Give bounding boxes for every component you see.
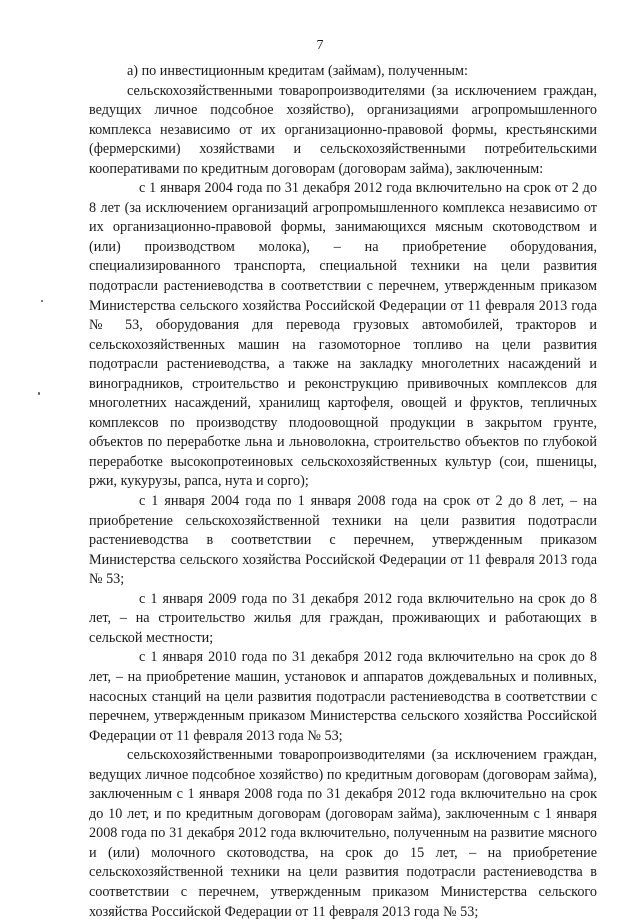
paragraph-2004-2012: с 1 января 2004 года по 31 декабря 2012 года включительно на срок от 2 до 8 лет (за исключением организаций агропромышленного комплекса независимо от их организационно-правовой формы, занимающихся мясным скотоводством и (или) производством молока), – на приобретение оборудования, специализированного транспорта, специальной техники на цели развития подотрасли растениеводства в соответствии с перечнем, утвержденным приказом Министерства сельского хозяйства Российской Федерации от 11 февраля 2013 года № 53, оборудования для перевода грузовых автомобилей, тракторов и сельскохозяйственных машин на газомоторное топливо на цели развития подотрасли растениеводства, а также на закладку многолетних насаждений и виноградников, строительство и реконструкцию прививочных комплексов для многолетних насаждений, хранилищ картофеля, овощей и фруктов, тепличных комплексов по производству плодоовощной продукции в закрытом грунте, объектов по переработке льна и льноволокна, строительство объектов по глубокой переработке высокопротеиновых сельскохозяйственных культур (сои, пшеницы, ржи, кукурузы, рапса, нута и сорго); <box>89 180 597 490</box>
paragraph-producers: сельскохозяйственными товаропроизводителями (за исключением граждан, ведущих личное подсобное хозяйство), организациями агропромышленного комплекса независимо от их организационно-правовой формы, крестьянскими (фермерскими) хозяйствами и сельскохозяйственными потребительскими кооперативами по кредитным договорам (договорам займа), заключенным: <box>89 82 597 177</box>
scan-speck <box>41 300 43 302</box>
paragraph-producers-2008: сельскохозяйственными товаропроизводителями (за исключением граждан, ведущих личное подсобное хозяйство) по кредитным договорам (договорам займа), заключенным с 1 января 2008 года по 31 декабря 2012 года включительно на срок до 10 лет, и по кредитным договорам (договорам займа), заключенным с 1 января 2008 года по 31 декабря 2012 года включительно, полученным на развитие мясного и (или) молочного скотоводства, на срок до 15 лет, – на приобретение сельскохозяйственной техники на цели развития подотрасли растениеводства в соответствии с перечнем, утвержденным приказом Министерства сельского хозяйства Российской Федерации от 11 февраля 2013 года № 53; <box>89 747 597 920</box>
paragraph-a-heading: а) по инвестиционным кредитам (займам), полученным: <box>127 63 468 79</box>
paragraph-2009-2012: с 1 января 2009 года по 31 декабря 2012 года включительно на срок до 8 лет, – на строительство жилья для граждан, проживающих и работающих в сельской местности; <box>89 590 597 646</box>
document-body <box>89 62 597 922</box>
scan-speck <box>38 392 40 395</box>
paragraph-2010-2012: с 1 января 2010 года по 31 декабря 2012 года включительно на срок до 8 лет, – на приобретение машин, установок и аппаратов дождевальных и поливных, насосных станций на цели развития подотрасли растениеводства в соответствии с перечнем, утвержденным приказом Министерства сельского хозяйства Российской Федерации от 11 февраля 2013 года № 53; <box>89 649 597 744</box>
paragraph-2004-2008: с 1 января 2004 года по 1 января 2008 года на срок от 2 до 8 лет, – на приобретение сельскохозяйственной техники на цели развития подотрасли растениеводства в соответствии с перечнем, утвержденным приказом Министерства сельского хозяйства Российской Федерации от 11 февраля 2013 года № 53; <box>89 493 597 588</box>
page-number: 7 <box>316 38 324 53</box>
